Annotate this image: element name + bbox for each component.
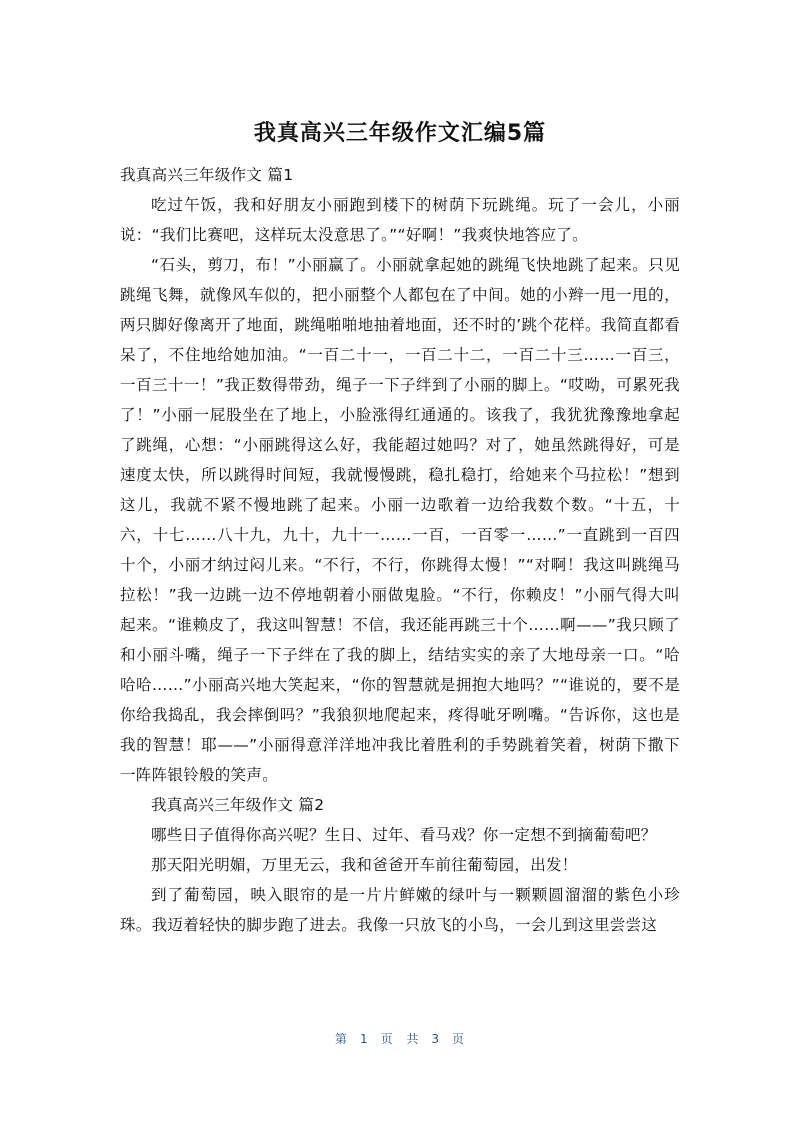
- document-title: 我真高兴三年级作文汇编5篇: [253, 121, 547, 146]
- page-footer: [0, 1030, 800, 1047]
- section-heading-2: 我真高兴三年级作文 篇2: [151, 796, 325, 814]
- footer-prefix: 第: [334, 1032, 348, 1046]
- paragraph: “石头，剪刀，布！”小丽赢了。小丽就拿起她的跳绳飞快地跳了起来。只见跳绳飞舞，就像风车似的，把小丽整个人都包在了中间。她的小辫一甩一甩的，两只脚好像离开了地面，跳绳啪啪地抽着地面，还不时的’跳个花样。我简直都看呆了，不住地给她加油。“一百二十一，一百二十二，一百二十三……一百三，一百三十一！”我正数得带劲，绳子一下子绊到了小丽的脚上。“哎呦，可累死我了！”小丽一屁股坐在了地上，小脸涨得红通通的。该我了，我犹犹豫豫地拿起了跳绳，心想：“小丽跳得这么好，我能超过她吗？对了，她虽然跳得好，可是速度太快，所以跳得时间短，我就慢慢跳，稳扎稳打，给她来个马拉松！”想到这儿，我就不紧不慢地跳了起来。小丽一边歌着一边给我数个数。“十五，十六，十七……八十九，九十，九十一……一百，一百零一……”一直跳到一百四十个，小丽才纳过闷儿来。“不行，不行，你跳得太慢！”“对啊！我这叫跳绳马拉松！”我一边跳一边不停地朝着小丽做鬼脸。“不行，你赖皮！”小丽气得大叫起来。“谁赖皮了，我这叫智慧！不信，我还能再跳三十个……啊——”我只顾了和小丽斗嘴，绳子一下子绊在了我的脚上，结结实实的亲了大地母亲一口。“哈哈哈……”小丽高兴地大笑起来，“你的智慧就是拥抱大地吗？”“谁说的，要不是你给我捣乱，我会摔倒吗？”我狼狈地爬起来，疼得呲牙咧嘴。“告诉你，这也是我的智慧！耶——”小丽得意洋洋地冲我比着胜利的手势跳着笑着，树荫下撒下一阵阵银铃般的笑声。: [120, 256, 680, 784]
- section-heading-1: 我真高兴三年级作文 篇1: [120, 166, 294, 184]
- paragraph: 吃过午饭，我和好朋友小丽跑到楼下的树荫下玩跳绳。玩了一会儿，小丽说：“我们比赛吧，这样玩太没意思了。”“好啊！”我爽快地答应了。: [120, 196, 680, 244]
- current-page-number: 1: [359, 1032, 369, 1046]
- paragraph: 哪些日子值得你高兴呢？生日、过年、看马戏？你一定想不到摘葡萄吧？: [151, 826, 657, 844]
- paragraph: 那天阳光明媚，万里无云，我和爸爸开车前往葡萄园，出发！: [151, 856, 578, 874]
- footer-middle: 页 共: [380, 1032, 420, 1046]
- footer-suffix: 页: [452, 1032, 466, 1046]
- total-pages-number: 3: [431, 1032, 441, 1046]
- paragraph: 到了葡萄园，映入眼帘的是一片片鲜嫩的绿叶与一颗颗圆溜溜的紫色小珍珠。我迈着轻快的脚步跑了进去。我像一只放飞的小鸟，一会儿到这里尝尝这: [120, 886, 680, 934]
- article-body: [120, 160, 680, 940]
